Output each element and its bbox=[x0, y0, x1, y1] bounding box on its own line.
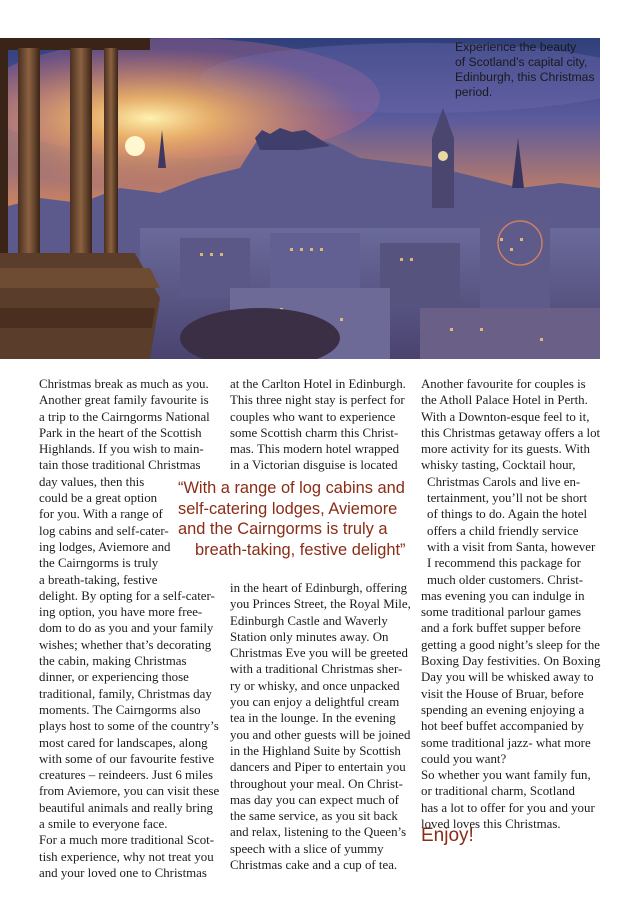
article-column-1 bbox=[39, 376, 219, 881]
article-line: Christmas cake and a cup of tea. bbox=[230, 858, 398, 873]
article-line: could you want? bbox=[421, 751, 507, 766]
article-line: Christmas break as much as you. bbox=[39, 377, 209, 391]
article-line: wishes; whether that’s decorating bbox=[39, 637, 212, 652]
article-line: tain those traditional Christmas bbox=[39, 458, 201, 473]
article-line: a smile to everyone face. bbox=[39, 817, 168, 832]
article-line: beautiful animals and really bring bbox=[39, 800, 213, 815]
article-line: the same service, as you sit back bbox=[230, 809, 398, 824]
article-line: spending an evening enjoying a bbox=[421, 702, 585, 717]
article-line: I recommend this package for bbox=[427, 556, 581, 571]
article-line: Edinburgh Castle and Waverly bbox=[230, 613, 388, 628]
article-column-3 bbox=[421, 376, 600, 832]
article-line: For a much more traditional Scot- bbox=[39, 833, 215, 848]
article-line: Day you will be whisked away to bbox=[421, 670, 594, 685]
caption-line: period. bbox=[455, 85, 493, 99]
article-line: and relax, listening to the Queen’s bbox=[230, 825, 407, 840]
article-line: a breath-taking, festive bbox=[39, 572, 158, 587]
article-line: the Cairngorms is truly bbox=[39, 556, 159, 571]
article-line: log cabins and self-cater- bbox=[39, 523, 169, 538]
caption-line: Experience the beauty bbox=[455, 40, 577, 54]
article-line: Boxing Day festivities. On Boxing bbox=[421, 654, 601, 669]
article-line: Station only minutes away. On bbox=[230, 629, 389, 644]
article-line: of things to do. Again the hotel bbox=[427, 507, 588, 522]
article-line: with some of our favourite festive bbox=[39, 751, 215, 766]
article-line: you Princes Street, the Royal Mile, bbox=[230, 597, 411, 612]
article-line: and a fork buffet supper before bbox=[421, 621, 581, 636]
article-line: mas evening you can indulge in bbox=[421, 588, 585, 603]
article-line: delight. By opting for a self-cater- bbox=[39, 588, 215, 603]
article-line: traditional, family, Christmas day bbox=[39, 686, 212, 701]
article-line: tertainment, you’ll not be short bbox=[427, 491, 588, 506]
pull-quote-line: self-catering lodges, Aviemore bbox=[178, 499, 398, 518]
article-line: Christmas Carols and live en- bbox=[427, 474, 581, 489]
article-line: getting a good night’s sleep for the bbox=[421, 637, 601, 652]
photo-caption bbox=[455, 40, 597, 100]
article-line: you and other guests will be joined bbox=[230, 727, 411, 742]
article-line: most cared for landscapes, along bbox=[39, 735, 208, 750]
article-line: Another favourite for couples is bbox=[421, 377, 586, 391]
article-line: moments. The Cairngorms also bbox=[39, 702, 201, 717]
article-line: some traditional parlour games bbox=[421, 605, 582, 620]
article-line: whisky tasting, Cocktail hour, bbox=[421, 458, 576, 473]
article-line: dancers and Piper to entertain you bbox=[230, 760, 406, 775]
article-line: Christmas Eve you will be greeted bbox=[230, 646, 408, 661]
article-line: creatures – reindeers. Just 6 miles bbox=[39, 768, 213, 783]
article-line: some Scottish charm this Christ- bbox=[230, 425, 399, 440]
article-line: this Christmas getaway offers a lot bbox=[421, 425, 601, 440]
article-line: hot beef buffet accompanied by bbox=[421, 719, 584, 734]
article-line: dom to do as you and your family bbox=[39, 621, 214, 636]
caption-line: of Scotland’s capital city, bbox=[455, 55, 588, 69]
article-line: some traditional jazz- what more bbox=[421, 735, 591, 750]
article-line: a trip to the Cairngorms National bbox=[39, 409, 210, 424]
article-line: couples who want to experience bbox=[230, 409, 396, 424]
article-line: with a traditional Christmas sher- bbox=[230, 662, 403, 677]
article-line: loved loves this Christmas. bbox=[421, 817, 561, 832]
article-line: With a Downton-esque feel to it, bbox=[421, 409, 590, 424]
article-line: dinner, or experiencing those bbox=[39, 670, 189, 685]
caption-line: Edinburgh, this Christmas bbox=[455, 70, 595, 84]
article-line: tish experience, why not treat you bbox=[39, 849, 214, 864]
pull-quote-line: breath-taking, festive delight” bbox=[195, 540, 406, 559]
pull-quote-line: and the Cairngorms is truly a bbox=[178, 520, 388, 538]
article-line: Highlands. If you wish to main- bbox=[39, 442, 204, 457]
article-line: the Atholl Palace Hotel in Perth. bbox=[421, 393, 588, 408]
article-line: visit the House of Bruar, before bbox=[421, 686, 584, 701]
article-line: and your loved one to Christmas bbox=[39, 865, 207, 880]
article-line: throughout your meal. On Christ- bbox=[230, 776, 403, 791]
article-column-2-bottom bbox=[230, 580, 411, 873]
article-line: So whether you want family fun, bbox=[421, 768, 591, 783]
article-line: Park in the heart of the Scottish bbox=[39, 425, 202, 440]
article-line: speech with a slice of yummy bbox=[230, 841, 384, 856]
article-line: ry or whisky, and once unpacked bbox=[230, 678, 400, 693]
article-line: mas. This modern hotel wrapped bbox=[230, 442, 400, 457]
article-line: could be a great option bbox=[39, 491, 158, 506]
pull-quote bbox=[178, 478, 424, 560]
article-line: more activity for its guests. With bbox=[421, 442, 590, 457]
article-line: day values, then this bbox=[39, 474, 145, 489]
article-line: you can enjoy a delightful cream bbox=[230, 695, 400, 710]
pull-quote-line: “With a range of log cabins and bbox=[178, 479, 405, 497]
article-line: This three night stay is perfect for bbox=[230, 393, 405, 408]
article-line: ing option, you have more free- bbox=[39, 605, 203, 620]
closing-enjoy: Enjoy! bbox=[421, 825, 474, 846]
article-line: or traditional charm, Scotland bbox=[421, 784, 575, 799]
article-line: in a Victorian disguise is located bbox=[230, 458, 398, 473]
article-line: has a lot to offer for you and your bbox=[421, 800, 595, 815]
article-line: in the Highland Suite by Scottish bbox=[230, 743, 401, 758]
article-line: in the heart of Edinburgh, offering bbox=[230, 581, 408, 595]
article-line: much older customers. Christ- bbox=[427, 572, 584, 587]
article-line: at the Carlton Hotel in Edinburgh. bbox=[230, 377, 406, 391]
article-line: the cabin, making Christmas bbox=[39, 654, 187, 669]
article-line: tea in the lounge. In the evening bbox=[230, 711, 396, 726]
article-line: from Aviemore, you can visit these bbox=[39, 784, 220, 799]
article-line: for you. With a range of bbox=[39, 507, 163, 522]
article-line: plays host to some of the country’s bbox=[39, 719, 219, 734]
article-line: with a visit from Santa, however bbox=[427, 539, 596, 554]
article-line: Another great family favourite is bbox=[39, 393, 209, 408]
article-line: mas day you can expect much of bbox=[230, 792, 399, 807]
article-column-2-top bbox=[230, 376, 406, 474]
article-line: offers a child friendly service bbox=[427, 523, 579, 538]
article-line: ing lodges, Aviemore and bbox=[39, 539, 171, 554]
